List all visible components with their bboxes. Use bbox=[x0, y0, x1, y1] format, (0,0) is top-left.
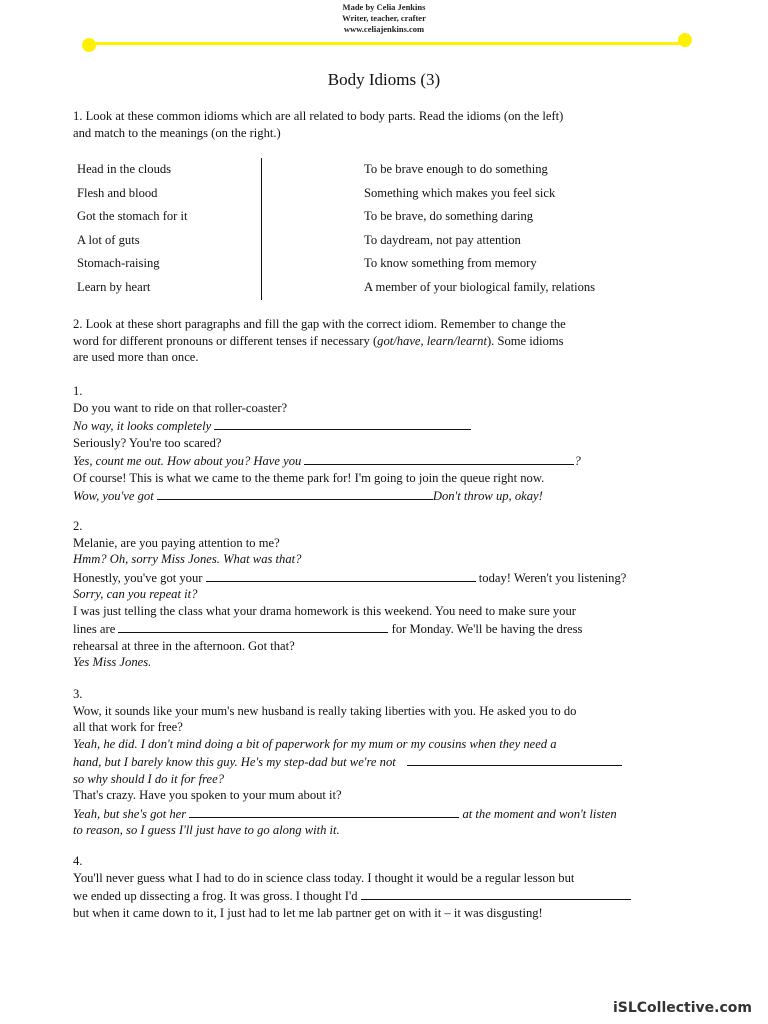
dialogue-line: That's crazy. Have you spoken to your mum about it? bbox=[73, 788, 342, 802]
answer-blank[interactable] bbox=[361, 886, 631, 900]
exercise-1 bbox=[73, 383, 733, 505]
yellow-dot-right bbox=[678, 33, 692, 47]
idiom-item: Got the stomach for it bbox=[77, 209, 188, 223]
dialogue-line: Seriously? You're too scared? bbox=[73, 435, 222, 450]
dialogue-line: Honestly, you've got your today! Weren't you listening? bbox=[73, 568, 733, 587]
section1-instructions-line1: 1. Look at these common idioms which are all related to body parts. Read the idioms (on the left) bbox=[73, 109, 564, 123]
dialogue-line: we ended up dissecting a frog. It was gross. I thought I'd bbox=[73, 886, 733, 905]
dialogue-line: Yes, count me out. How about you? Have you ? bbox=[73, 451, 733, 470]
answer-blank[interactable] bbox=[157, 486, 433, 500]
dialogue-line: Yeah, he did. I don't mind doing a bit of paperwork for my mum or my cousins when they need a bbox=[73, 736, 557, 751]
dialogue-line: No way, it looks completely bbox=[73, 416, 733, 435]
dialogue-line: I was just telling the class what your drama homework is this weekend. You need to make sure your bbox=[73, 603, 576, 618]
yellow-divider bbox=[88, 42, 686, 45]
author-name: Made by Celia Jenkins bbox=[342, 2, 426, 12]
yellow-dot-left bbox=[82, 38, 96, 52]
site-watermark: iSLCollective.com bbox=[612, 1000, 752, 1016]
answer-blank[interactable] bbox=[304, 451, 574, 465]
dialogue-line: Wow, you've got Don't throw up, okay! bbox=[73, 486, 733, 505]
page-title: Body Idioms (3) bbox=[327, 70, 441, 89]
dialogue-line: You'll never guess what I had to do in science class today. I thought it would be a regular lesson but bbox=[73, 870, 575, 885]
answer-blank[interactable] bbox=[214, 416, 471, 430]
answer-blank[interactable] bbox=[189, 804, 459, 818]
exercise-number: 4. bbox=[73, 854, 83, 868]
dialogue-line: Hmm? Oh, sorry Miss Jones. What was that? bbox=[73, 552, 302, 566]
dialogue-line: rehearsal at three in the afternoon. Got that? bbox=[73, 638, 295, 653]
verb-examples: got/have, learn/learnt bbox=[377, 333, 487, 348]
idiom-item: A lot of guts bbox=[77, 233, 140, 247]
dialogue-line: to reason, so I guess I'll just have to go along with it. bbox=[73, 823, 340, 837]
answer-blank[interactable] bbox=[407, 752, 622, 766]
section2-instructions-line2: word for different pronouns or different tenses if necessary (got/have, learn/learnt). Some idioms bbox=[73, 333, 564, 348]
author-header bbox=[0, 2, 768, 35]
dialogue-line: Do you want to ride on that roller-coaster? bbox=[73, 400, 288, 415]
author-tagline: Writer, teacher, crafter bbox=[342, 13, 426, 23]
dialogue-line: Yes Miss Jones. bbox=[73, 655, 152, 669]
dialogue-line: hand, but I barely know this guy. He's my step-dad but we're not bbox=[73, 752, 733, 771]
exercise-2 bbox=[73, 518, 733, 671]
meaning-item: Something which makes you feel sick bbox=[364, 186, 556, 200]
dialogue-line: Sorry, can you repeat it? bbox=[73, 587, 198, 601]
exercise-number: 3. bbox=[73, 687, 83, 701]
idiom-item: Flesh and blood bbox=[77, 186, 158, 200]
dialogue-line: Of course! This is what we came to the theme park for! I'm going to join the queue right now. bbox=[73, 470, 545, 485]
exercise-4 bbox=[73, 853, 733, 921]
meaning-item: To be brave enough to do something bbox=[364, 162, 548, 176]
idiom-item: Head in the clouds bbox=[77, 162, 172, 176]
dialogue-line: but when it came down to it, I just had to let me lab partner get on with it – it was disgusting! bbox=[73, 905, 543, 920]
idiom-item: Learn by heart bbox=[77, 280, 151, 294]
meaning-item: To be brave, do something daring bbox=[364, 209, 534, 223]
answer-blank[interactable] bbox=[206, 568, 476, 582]
dialogue-line: so why should I do it for free? bbox=[73, 771, 225, 786]
exercise-3 bbox=[73, 686, 733, 839]
dialogue-line: all that work for free? bbox=[73, 720, 183, 734]
section1-instructions-line2: and match to the meanings (on the right.) bbox=[73, 125, 281, 140]
section2-instructions-line1: 2. Look at these short paragraphs and fill the gap with the correct idiom. Remember to change the bbox=[73, 317, 566, 331]
idiom-item: Stomach-raising bbox=[77, 256, 160, 270]
author-website: www.celiajenkins.com bbox=[343, 24, 425, 34]
meaning-item: To know something from memory bbox=[364, 256, 537, 270]
dialogue-line: Wow, it sounds like your mum's new husband is really taking liberties with you. He asked you to do bbox=[73, 703, 577, 718]
meaning-item: To daydream, not pay attention bbox=[364, 233, 521, 247]
dialogue-line: Yeah, but she's got her at the moment and won't listen bbox=[73, 804, 733, 823]
section2-instructions-line3: are used more than once. bbox=[73, 350, 199, 364]
meaning-item: A member of your biological family, relations bbox=[364, 280, 596, 294]
exercise-number: 2. bbox=[73, 519, 83, 533]
answer-blank[interactable] bbox=[118, 619, 388, 633]
section1-instructions bbox=[73, 108, 713, 141]
exercise-number: 1. bbox=[73, 384, 83, 398]
column-divider bbox=[261, 158, 262, 300]
dialogue-line: lines are for Monday. We'll be having the dress bbox=[73, 619, 733, 638]
section2-instructions bbox=[73, 316, 713, 366]
dialogue-line: Melanie, are you paying attention to me? bbox=[73, 535, 280, 550]
